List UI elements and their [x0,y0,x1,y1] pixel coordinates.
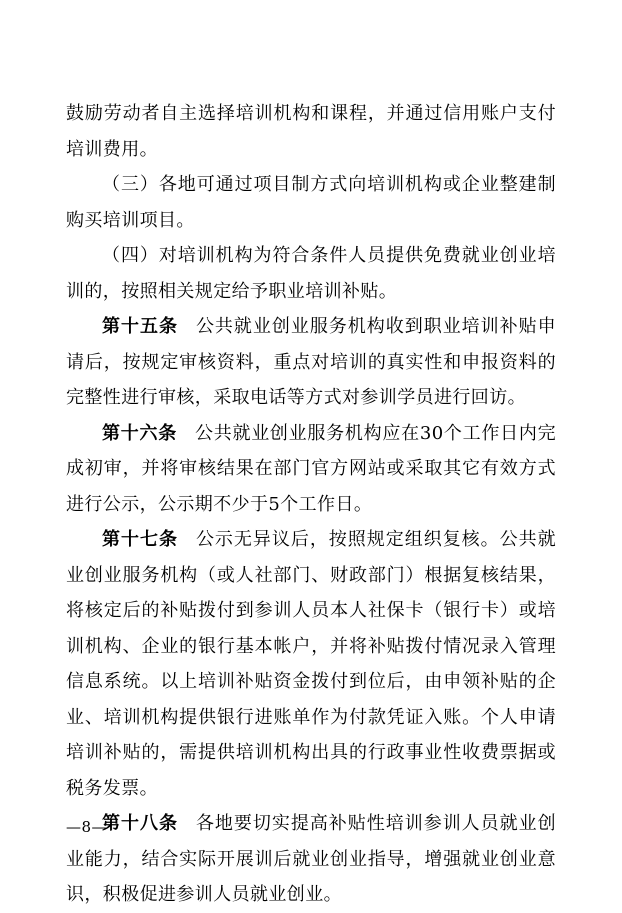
document-body [66,96,556,913]
article-text: 公共就业创业服务机构收到职业培训补贴申请后，按规定审核资料，重点对培训的真实性和申报资料的完整性进行审核，采取电话等方式对参训学员进行回访。 [66,316,556,408]
article-16 [66,416,556,523]
article-text: 公共就业创业服务机构应在30个工作日内完成初审，并将审核结果在部门官方网站或采取其它有效方式进行公示，公示期不少于5个工作日。 [66,422,556,515]
article-18 [66,806,556,913]
article-15 [66,309,556,416]
paragraph-item-4 [66,238,556,309]
paragraph-continuation [66,96,556,167]
paragraph-text: （三）各地可通过项目制方式向培训机构或企业整建制购买培训项目。 [66,174,556,231]
article-17 [66,522,556,806]
article-number: 第十六条 [102,422,177,444]
article-text: 公示无异议后，按照规定组织复核。公共就业创业服务机构（或人社部门、财政部门）根据复核结果，将核定后的补贴拨付到参训人员本人社保卡（银行卡）或培训机构、企业的银行基本帐户，并将补贴拨付情况录入管理信息系统。以上培训补贴资金拨付到位后，由申领补贴的企业、培训机构提供银行进账单作为付款凭证入账。个人申请培训补贴的，需提供培训机构出具的行政事业性收费票据或税务发票。 [66,529,556,799]
page-number: —8— [66,818,108,836]
article-number: 第十五条 [102,316,178,337]
paragraph-text: （四）对培训机构为符合条件人员提供免费就业创业培训的，按照相关规定给予职业培训补贴。 [66,245,556,302]
paragraph-text: 鼓励劳动者自主选择培训机构和课程，并通过信用账户支付培训费用。 [66,103,556,160]
article-text: 各地要切实提高补贴性培训参训人员就业创业能力，结合实际开展训后就业创业指导，增强就业创业意识，积极促进参训人员就业创业。 [66,813,556,905]
article-number: 第十八条 [102,813,178,834]
article-number: 第十七条 [102,529,178,550]
paragraph-item-3 [66,167,556,238]
